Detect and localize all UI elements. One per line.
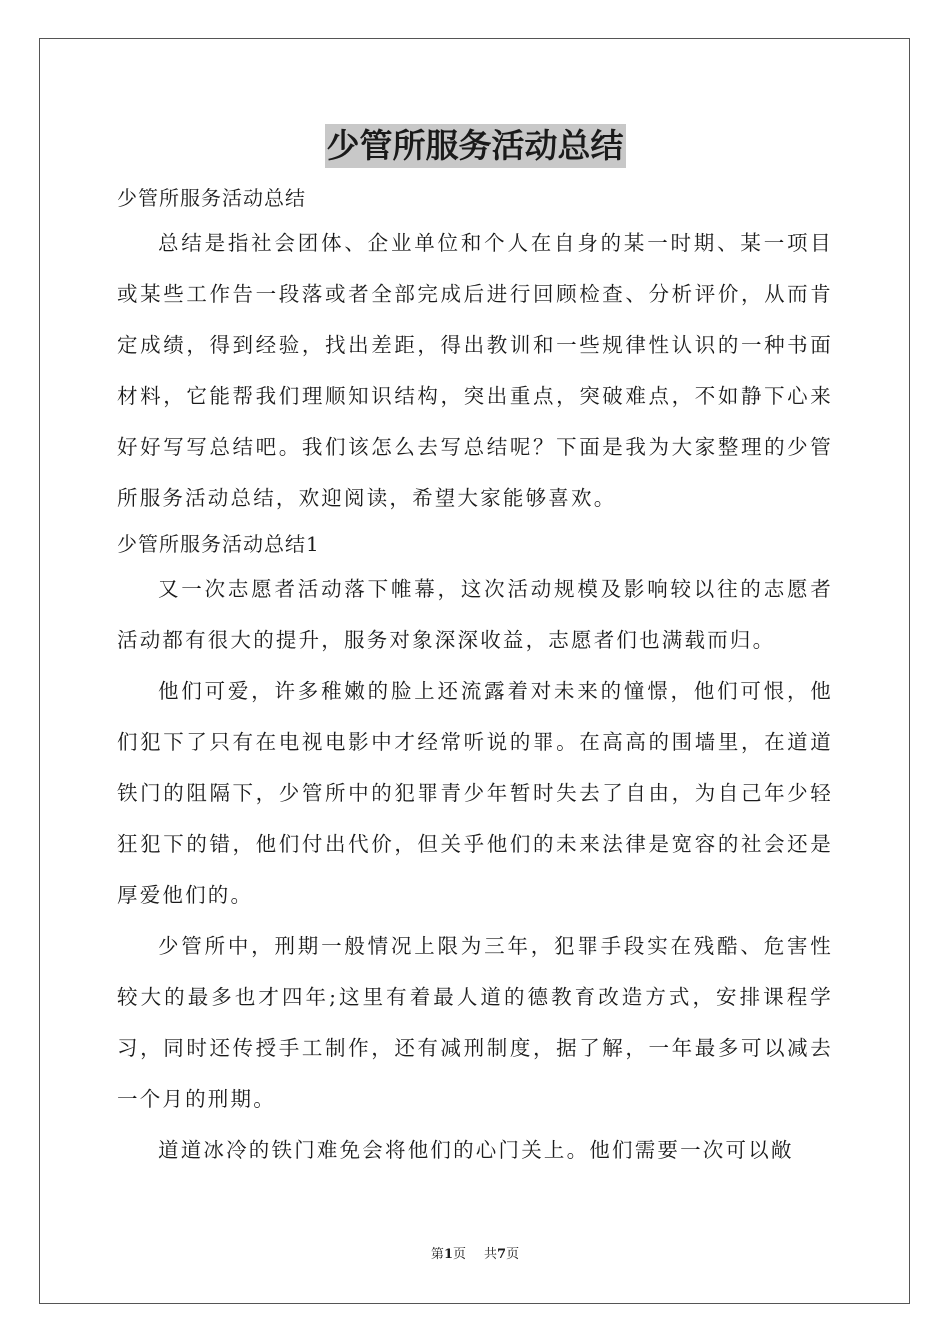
section-heading: 少管所服务活动总结1 bbox=[117, 532, 320, 556]
page-prefix: 第 bbox=[430, 1247, 444, 1262]
total-suffix: 页 bbox=[506, 1247, 520, 1262]
intro-paragraph: 总结是指社会团体、企业单位和个人在自身的某一时期、某一项目或某些工作告一段落或者全部完成后进行回顾检查、分析评价，从而肯定成绩，得到经验，找出差距，得出教训和一些规律性认识的一种书面材料，它能帮我们理顺知识结构，突出重点，突破难点，不如静下心来好好写写总结吧。我们该怎么去写总结呢？下面是我为大家整理的少管所服务活动总结，欢迎阅读，希望大家能够喜欢。 bbox=[117, 231, 833, 510]
body-paragraph: 道道冰冷的铁门难免会将他们的心门关上。他们需要一次可以敞 bbox=[158, 1138, 794, 1162]
body-paragraph: 他们可爱，许多稚嫩的脸上还流露着对未来的憧憬，他们可恨，他们犯下了只有在电视电影中才经常听说的罪。在高高的围墙里，在道道铁门的阻隔下，少管所中的犯罪青少年暂时失去了自由，为自己年少轻狂犯下的错，他们付出代价，但关乎他们的未来法律是宽容的社会还是厚爱他们的。 bbox=[117, 679, 833, 907]
total-prefix: 共 bbox=[484, 1247, 498, 1262]
document-title: 少管所服务活动总结 bbox=[325, 124, 626, 168]
body-paragraph: 少管所中，刑期一般情况上限为三年，犯罪手段实在残酷、危害性较大的最多也才四年;这里有着最人道的德教育改造方式，安排课程学习，同时还传授手工制作，还有减刑制度，据了解，一年最多可以减去一个月的刑期。 bbox=[117, 934, 833, 1111]
title-container bbox=[0, 124, 950, 168]
page-footer bbox=[0, 1246, 950, 1264]
total-pages: 7 bbox=[497, 1247, 507, 1262]
page-suffix: 页 bbox=[452, 1247, 466, 1262]
body-paragraph: 又一次志愿者活动落下帷幕，这次活动规模及影响较以往的志愿者活动都有很大的提升，服务对象深深收益，志愿者们也满载而归。 bbox=[117, 577, 833, 652]
document-body bbox=[117, 178, 833, 1176]
document-subtitle: 少管所服务活动总结 bbox=[117, 186, 306, 210]
page-current: 1 bbox=[443, 1247, 453, 1262]
